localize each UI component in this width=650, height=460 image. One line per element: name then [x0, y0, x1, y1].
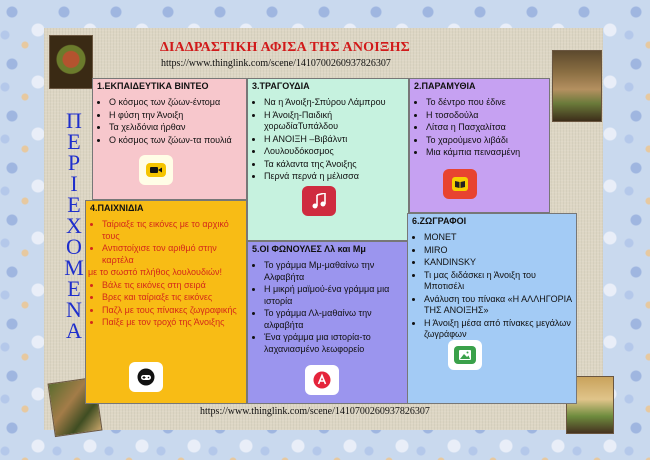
section-songs	[247, 78, 409, 241]
side-letter: Π	[66, 108, 82, 133]
list-item[interactable]: • Ταίριαξε τις εικόνες με το αρχικό τους	[102, 219, 246, 242]
list-item[interactable]: • Το δέντρο που έδινε	[426, 97, 549, 109]
image-button[interactable]	[448, 340, 482, 370]
section-title: 3.ΤΡΑΓΟΥΔΙΑ	[252, 81, 310, 91]
list-item[interactable]: • Η ΑΝΟΙΞΗ –Βιβάλντι	[264, 134, 408, 146]
side-letter: Ρ	[67, 150, 81, 175]
video-button[interactable]	[139, 155, 173, 185]
book-icon	[452, 177, 468, 191]
list-item[interactable]: • Η φύση την Άνοιξη	[109, 110, 246, 122]
book-button[interactable]	[443, 169, 477, 199]
side-letter: Ε	[67, 129, 81, 154]
list-item[interactable]: • Ένα γράμμα μια ιστορία-το λαχανιασμένο λεωφορείο	[264, 332, 407, 355]
list-item[interactable]: • Μια κάμπια πεινασμένη	[426, 147, 549, 159]
list-item[interactable]: • Ο κόσμος των ζώων-έντομα	[109, 97, 246, 109]
section-painters	[407, 213, 577, 404]
list-item[interactable]: • Το γράμμα Μμ-μαθαίνω την Αλφαβήτα	[264, 260, 407, 283]
section-title: 2.ΠΑΡΑΜΥΘΙΑ	[414, 81, 476, 91]
list-item[interactable]: • Παζλ με τους πίνακες ζωγραφικής	[102, 305, 246, 317]
side-letter: Ν	[66, 297, 82, 322]
list-item[interactable]: • Η μικρή μαϊμού-ένα γράμμα μια ιστορία	[264, 284, 407, 307]
poster-title: ΔΙΑΔΡΑΣΤΙΚΗ ΑΦΙΣΑ ΤΗΣ ΑΝΟΙΞΗΣ	[160, 40, 411, 55]
list-item-continuation[interactable]: με το σωστό πλήθος λουλουδιών!	[88, 267, 223, 277]
section-title: 1.ΕΚΠΑΙΔΕΥΤΙΚΑ ΒΙΝΤΕΟ	[97, 81, 209, 91]
letter-button[interactable]	[305, 365, 339, 395]
gamepad-icon	[137, 368, 155, 386]
list-item[interactable]: • Λουλουδόκοσμος	[264, 146, 408, 158]
side-letter: Ε	[67, 192, 81, 217]
list-item[interactable]: • Ανάλυση του πίνακα «Η ΑΛΛΗΓΟΡΙΑ ΤΗΣ ΑΝΟΙΞΗΣ»	[424, 294, 576, 317]
section-title: 5.ΟΙ ΦΩΝΟΥΛΕΣ Λλ και Μμ	[252, 244, 366, 254]
side-letter: Χ	[66, 213, 82, 238]
list-item[interactable]: • Βρες και ταίριαξε τις εικόνες	[102, 292, 246, 304]
list-item[interactable]: • Τι μας διδάσκει η Άνοιξη του Μποτισέλι	[424, 270, 576, 293]
list-item[interactable]: • MONET	[424, 232, 576, 244]
list-item[interactable]: • Η τοσοδούλα	[426, 110, 549, 122]
list-item[interactable]: • Το γράμμα Λλ-μαθαίνω την αλφαβήτα	[264, 308, 407, 331]
list-item[interactable]: • Βάλε τις εικόνες στη σειρά	[102, 280, 246, 292]
scene-link-bottom[interactable]: https://www.thinglink.com/scene/1410700260937826307	[200, 406, 430, 417]
music-button[interactable]	[302, 186, 336, 216]
side-letter: Ι	[70, 171, 78, 196]
list-item[interactable]: • Η Άνοιξη μέσα από πίνακες μεγάλων ζωγράφων	[424, 318, 576, 341]
list-item[interactable]: • Τα κάλαντα της Άνοιξης	[264, 159, 408, 171]
painting-thumbnail	[49, 35, 93, 89]
section-tales	[409, 78, 550, 213]
side-letter: Μ	[64, 255, 84, 280]
side-letter: Ε	[67, 276, 81, 301]
scene-link-top[interactable]: https://www.thinglink.com/scene/1410700260937826307	[161, 58, 391, 69]
list-item[interactable]: • MIRO	[424, 245, 576, 257]
list-item[interactable]: • Λίτσα η Πασχαλίτσα	[426, 122, 549, 134]
list-item[interactable]: • Αντιστοίχισε τον αριθμό στην καρτέλα	[102, 243, 246, 266]
music-note-icon	[311, 193, 327, 209]
image-icon	[454, 346, 476, 364]
side-letter: Ο	[66, 234, 82, 259]
side-title-contents	[63, 110, 85, 341]
section-games	[85, 200, 247, 404]
list-item[interactable]: • Το χαρούμενο λιβάδι	[426, 135, 549, 147]
section-title: 6.ΖΩΓΡΑΦΟΙ	[412, 216, 467, 226]
side-letter: Α	[66, 318, 82, 343]
list-item[interactable]: • Να η Άνοιξη-Σπύρου Λάμπρου	[264, 97, 408, 109]
game-button[interactable]	[129, 362, 163, 392]
video-camera-icon	[146, 163, 166, 177]
painting-thumbnail	[552, 50, 602, 122]
section-title: 4.ΠΑΙΧΝΙΔΙΑ	[90, 203, 144, 213]
list-item[interactable]: • Τα χελιδόνια ήρθαν	[109, 122, 246, 134]
list-item[interactable]: • Περνά περνά η μέλισσα	[264, 171, 408, 183]
list-item[interactable]: • Η Άνοιξη-Παιδική χορωδίαΤυπάλδου	[264, 110, 408, 133]
list-item[interactable]: • Παίξε με τον τροχό της Άνοιξης	[102, 317, 246, 329]
letter-a-icon	[313, 371, 331, 389]
list-item[interactable]: • Ο κόσμος των ζώων-τα πουλιά	[109, 135, 246, 147]
list-item[interactable]: • KANDINSKY	[424, 257, 576, 269]
